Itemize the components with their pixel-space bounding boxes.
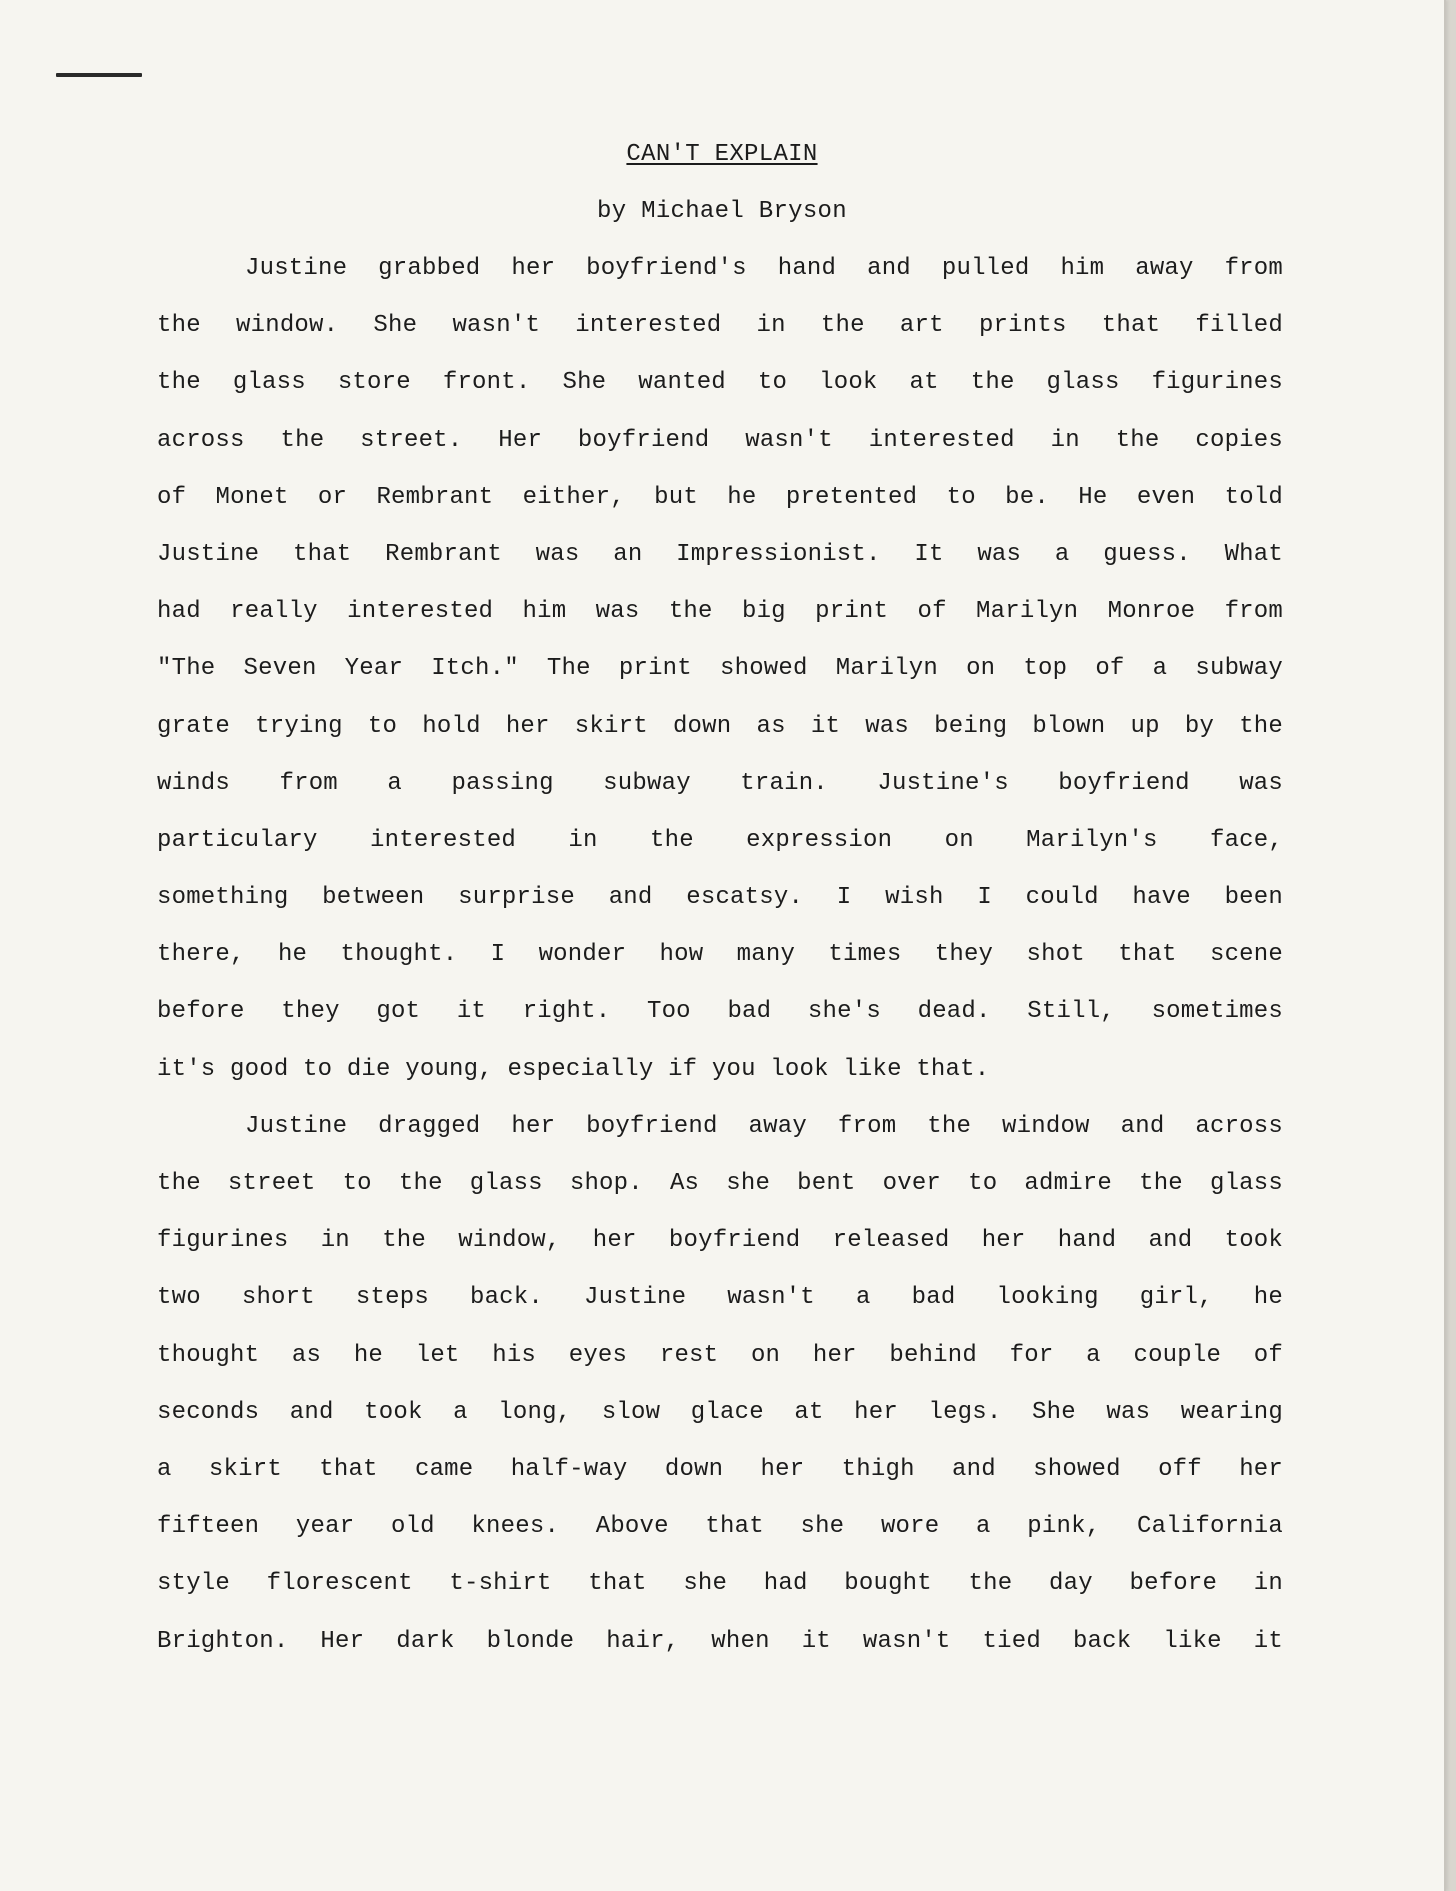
text-line: Justine dragged her boyfriend away from the window and across (245, 1112, 1283, 1140)
text-line: figurines in the window, her boyfriend released her hand and took (157, 1227, 1283, 1255)
text-line: Justine that Rembrant was an Impressionist. It was a guess. What (157, 540, 1283, 568)
text-line: of Monet or Rembrant either, but he pretented to be. He even told (157, 483, 1283, 511)
text-line: "The Seven Year Itch." The print showed Marilyn on top of a subway (157, 655, 1283, 683)
text-line: the window. She wasn't interested in the art prints that filled (157, 312, 1283, 340)
story-body (157, 252, 1283, 1682)
page-corner-mark (56, 73, 142, 77)
text-line: thought as he let his eyes rest on her behind for a couple of (157, 1341, 1283, 1369)
text-line: a skirt that came half-way down her thigh and showed off her (157, 1455, 1283, 1483)
text-line: seconds and took a long, slow glace at her legs. She was wearing (157, 1398, 1283, 1426)
text-line: winds from a passing subway train. Justine's boyfriend was (157, 769, 1283, 797)
text-line: before they got it right. Too bad she's dead. Still, sometimes (157, 998, 1283, 1026)
text-line: grate trying to hold her skirt down as it was being blown up by the (157, 712, 1283, 740)
text-line: the glass store front. She wanted to look at the glass figurines (157, 369, 1283, 397)
text-line: particulary interested in the expression on Marilyn's face, (157, 826, 1283, 854)
story-byline: by Michael Bryson (597, 198, 847, 225)
text-line: across the street. Her boyfriend wasn't interested in the copies (157, 426, 1283, 454)
text-line: something between surprise and escatsy. I wish I could have been (157, 884, 1283, 912)
text-line: Brighton. Her dark blonde hair, when it wasn't tied back like it (157, 1627, 1283, 1655)
text-line: the street to the glass shop. As she bent over to admire the glass (157, 1170, 1283, 1197)
text-line: fifteen year old knees. Above that she wore a pink, California (157, 1513, 1283, 1541)
text-line: two short steps back. Justine wasn't a bad looking girl, he (157, 1284, 1283, 1312)
text-line: it's good to die young, especially if you look like that. (157, 1055, 990, 1083)
text-line: style florescent t-shirt that she had bought the day before in (157, 1570, 1283, 1598)
text-line: there, he thought. I wonder how many times they shot that scene (157, 941, 1283, 969)
text-line: had really interested him was the big print of Marilyn Monroe from (157, 598, 1283, 626)
story-title: CAN'T EXPLAIN (626, 141, 818, 168)
text-line: Justine grabbed her boyfriend's hand and pulled him away from (245, 255, 1283, 282)
